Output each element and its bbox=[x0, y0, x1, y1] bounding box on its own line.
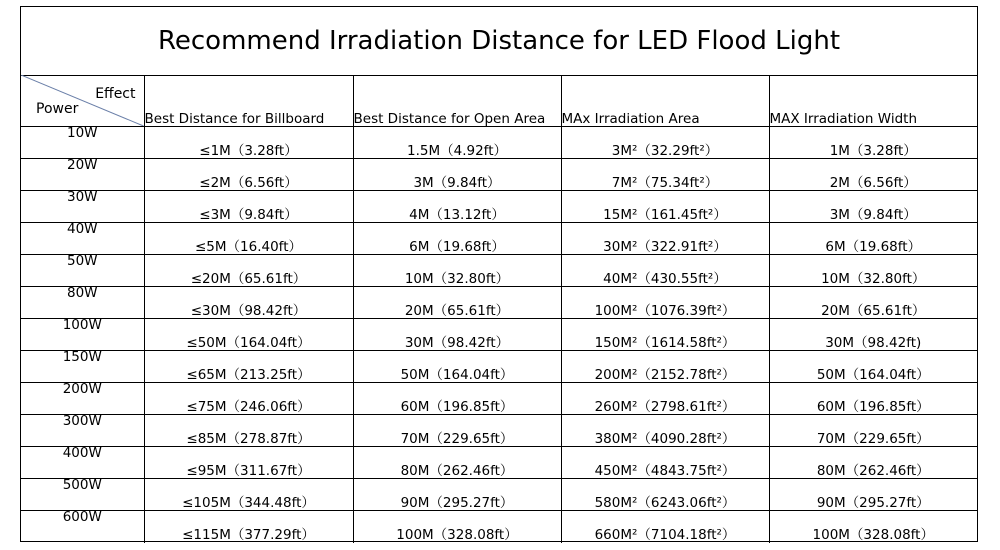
power-cell: 200W bbox=[21, 383, 144, 415]
max-area-cell: 150M²（1614.58ft²） bbox=[561, 319, 769, 351]
max-area-cell: 40M²（430.55ft²） bbox=[561, 255, 769, 287]
flood-light-table-frame bbox=[20, 6, 978, 542]
max-width-cell: 80M（262.46ft） bbox=[769, 447, 977, 479]
max-area-cell: 380M²（4090.28ft²） bbox=[561, 415, 769, 447]
billboard-distance-cell: ≤105M（344.48ft） bbox=[144, 479, 353, 511]
table-row bbox=[21, 255, 977, 287]
table-row bbox=[21, 191, 977, 223]
header-row bbox=[21, 75, 977, 127]
table-row bbox=[21, 351, 977, 383]
max-width-cell: 1M（3.28ft） bbox=[769, 127, 977, 159]
power-cell: 150W bbox=[21, 351, 144, 383]
billboard-distance-cell: ≤115M（377.29ft） bbox=[144, 511, 353, 543]
max-area-cell: 100M²（1076.39ft²） bbox=[561, 287, 769, 319]
max-width-cell: 100M（328.08ft） bbox=[769, 511, 977, 543]
max-width-cell: 10M（32.80ft） bbox=[769, 255, 977, 287]
table-body bbox=[21, 127, 977, 543]
power-cell: 500W bbox=[21, 479, 144, 511]
table-row bbox=[21, 159, 977, 191]
max-width-cell: 6M（19.68ft） bbox=[769, 223, 977, 255]
table-row bbox=[21, 511, 977, 543]
open-area-distance-cell: 10M（32.80ft） bbox=[353, 255, 561, 287]
table-row bbox=[21, 319, 977, 351]
open-area-distance-cell: 6M（19.68ft） bbox=[353, 223, 561, 255]
open-area-distance-cell: 60M（196.85ft） bbox=[353, 383, 561, 415]
power-cell: 40W bbox=[21, 223, 144, 255]
max-area-cell: 200M²（2152.78ft²） bbox=[561, 351, 769, 383]
billboard-distance-cell: ≤2M（6.56ft） bbox=[144, 159, 353, 191]
column-header-max-area: MAx Irradiation Area bbox=[561, 75, 769, 127]
max-width-cell: 2M（6.56ft） bbox=[769, 159, 977, 191]
power-cell: 80W bbox=[21, 287, 144, 319]
max-area-cell: 580M²（6243.06ft²） bbox=[561, 479, 769, 511]
max-width-cell: 90M（295.27ft） bbox=[769, 479, 977, 511]
open-area-distance-cell: 80M（262.46ft） bbox=[353, 447, 561, 479]
column-header-billboard: Best Distance for Billboard bbox=[144, 75, 353, 127]
billboard-distance-cell: ≤65M（213.25ft） bbox=[144, 351, 353, 383]
max-width-cell: 20M（65.61ft） bbox=[769, 287, 977, 319]
open-area-distance-cell: 1.5M（4.92ft） bbox=[353, 127, 561, 159]
open-area-distance-cell: 70M（229.65ft） bbox=[353, 415, 561, 447]
irradiation-table bbox=[21, 75, 977, 543]
open-area-distance-cell: 3M（9.84ft） bbox=[353, 159, 561, 191]
max-area-cell: 450M²（4843.75ft²） bbox=[561, 447, 769, 479]
billboard-distance-cell: ≤1M（3.28ft） bbox=[144, 127, 353, 159]
power-cell: 20W bbox=[21, 159, 144, 191]
max-area-cell: 30M²（322.91ft²） bbox=[561, 223, 769, 255]
power-cell: 600W bbox=[21, 511, 144, 543]
max-area-cell: 660M²（7104.18ft²） bbox=[561, 511, 769, 543]
max-width-cell: 3M（9.84ft） bbox=[769, 191, 977, 223]
table-row bbox=[21, 223, 977, 255]
max-area-cell: 7M²（75.34ft²） bbox=[561, 159, 769, 191]
table-row bbox=[21, 287, 977, 319]
open-area-distance-cell: 100M（328.08ft） bbox=[353, 511, 561, 543]
power-cell: 300W bbox=[21, 415, 144, 447]
max-area-cell: 260M²（2798.61ft²） bbox=[561, 383, 769, 415]
power-cell: 10W bbox=[21, 127, 144, 159]
table-row bbox=[21, 415, 977, 447]
max-width-cell: 70M（229.65ft） bbox=[769, 415, 977, 447]
open-area-distance-cell: 20M（65.61ft） bbox=[353, 287, 561, 319]
billboard-distance-cell: ≤95M（311.67ft） bbox=[144, 447, 353, 479]
max-area-cell: 15M²（161.45ft²） bbox=[561, 191, 769, 223]
max-width-cell: 30M（98.42ft) bbox=[769, 319, 977, 351]
power-cell: 100W bbox=[21, 319, 144, 351]
max-width-cell: 50M（164.04ft） bbox=[769, 351, 977, 383]
billboard-distance-cell: ≤75M（246.06ft） bbox=[144, 383, 353, 415]
corner-header-cell bbox=[21, 75, 144, 127]
column-header-max-width: MAX Irradiation Width bbox=[769, 75, 977, 127]
open-area-distance-cell: 4M（13.12ft） bbox=[353, 191, 561, 223]
column-header-open-area: Best Distance for Open Area bbox=[353, 75, 561, 127]
table-row bbox=[21, 479, 977, 511]
open-area-distance-cell: 30M（98.42ft） bbox=[353, 319, 561, 351]
open-area-distance-cell: 50M（164.04ft） bbox=[353, 351, 561, 383]
max-width-cell: 60M（196.85ft） bbox=[769, 383, 977, 415]
table-title: Recommend Irradiation Distance for LED Flood Light bbox=[21, 7, 977, 76]
billboard-distance-cell: ≤20M（65.61ft） bbox=[144, 255, 353, 287]
open-area-distance-cell: 90M（295.27ft） bbox=[353, 479, 561, 511]
table-row bbox=[21, 127, 977, 159]
max-area-cell: 3M²（32.29ft²） bbox=[561, 127, 769, 159]
power-label: Power bbox=[36, 101, 79, 117]
billboard-distance-cell: ≤30M（98.42ft） bbox=[144, 287, 353, 319]
billboard-distance-cell: ≤85M（278.87ft） bbox=[144, 415, 353, 447]
billboard-distance-cell: ≤5M（16.40ft） bbox=[144, 223, 353, 255]
billboard-distance-cell: ≤3M（9.84ft） bbox=[144, 191, 353, 223]
billboard-distance-cell: ≤50M（164.04ft） bbox=[144, 319, 353, 351]
effect-label: Effect bbox=[95, 86, 136, 102]
power-cell: 50W bbox=[21, 255, 144, 287]
table-row bbox=[21, 383, 977, 415]
table-row bbox=[21, 447, 977, 479]
power-cell: 400W bbox=[21, 447, 144, 479]
power-cell: 30W bbox=[21, 191, 144, 223]
